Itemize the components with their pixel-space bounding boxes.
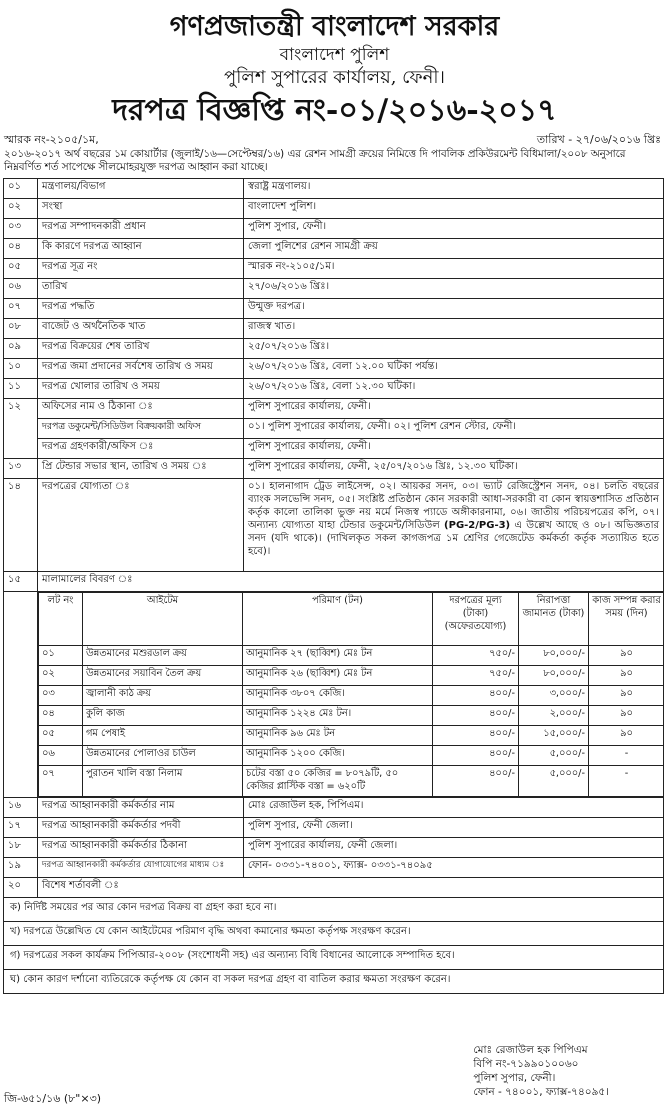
row-number: ০৭ [4, 299, 38, 319]
intro-paragraph: ২০১৬-২০১৭ অর্থ বছরের ১ম কোয়ার্টার (জুলাই/১৬—সেপ্টেম্বর/১৬) এর রেশন সামগ্রী ক্রয়ের নিমিত্তে দি পাবলিক প্রকিউরমেন্ট বিধিমালা/২০০৮ অনুসারে নিম্নবর্ণিত শর্ত সাপেক্ষে সীলমোহরযুক্ত দরপত্র আহ্বান করা যাচ্ছে। [4, 148, 626, 173]
items-table [38, 592, 664, 797]
row-label: তারিখ [38, 279, 244, 299]
row-label: বাজেট ও অর্থনৈতিক খাত [38, 319, 244, 339]
item-name: উন্নতমানের পোলাওর চাউল [83, 746, 243, 766]
item-price: ৪০০/- [433, 766, 519, 797]
item-security: ৮০,০০০/- [519, 666, 589, 686]
item-days: ৯০ [589, 686, 664, 706]
item-security: ১৫,০০০/- [519, 726, 589, 746]
row-value: পুলিশ সুপারের কার্যালয়, ফেনী। [244, 439, 664, 459]
row-value: ফোন- ০৩৩১-৭৪০০১, ফ্যাক্স- ০৩৩১-৭৪০৯৫ [244, 858, 664, 878]
tender-details-table [3, 178, 664, 994]
row-number: ০৪ [4, 239, 38, 259]
item-lot: ০৬ [39, 746, 83, 766]
row-number: ১০ [4, 359, 38, 379]
condition-row [4, 970, 664, 994]
row-value [244, 479, 664, 572]
row-label: দরপত্র পদ্ধতি [38, 299, 244, 319]
publication-code: জি-৬৫১/১৬ (৮"×৩) [4, 1092, 102, 1105]
item-quantity: চটের বস্তা ৫০ কেজির = ৮০৭৯টি, ৫০ কেজির প্লাস্টিক বস্তা = ৬২০টি [243, 766, 433, 797]
condition-text: ক) নির্দিষ্ট সময়ের পর আর কোন দরপত্র বিক্রয় বা গ্রহণ করা হবে না। [4, 898, 664, 922]
row-label: দরপত্র গ্রহণকারী/অফিস ঃ [38, 439, 244, 459]
row-number: ২০ [4, 878, 38, 898]
table-row [4, 459, 664, 479]
item-days: ৯০ [589, 666, 664, 686]
item-row [39, 706, 664, 726]
item-days: - [589, 766, 664, 797]
row-value: ২৭/০৬/২০১৬ খ্রিঃ। [244, 279, 664, 299]
memo-number: স্মারক নং-২১০৫/১ম, [4, 133, 99, 146]
item-name: উন্নতমানের মশুরডাল ক্রয় [83, 646, 243, 666]
row-number: ০১ [4, 179, 38, 199]
row-value: পুলিশ সুপারের কার্যালয়, ফেনী, ২৫/০৭/২০১৬ খ্রিঃ, ১২.৩০ ঘটিকা। [244, 459, 664, 479]
item-name: কুলি কাজ [83, 706, 243, 726]
department-heading: বাংলাদেশ পুলিশ [279, 45, 390, 65]
row-label: বিশেষ শর্তাবলী ঃ [38, 878, 664, 898]
item-row [39, 766, 664, 797]
qualification-form-code: (PG-2/PG-3) [444, 520, 511, 531]
item-row [39, 686, 664, 706]
item-security: ৫,০০০/- [519, 746, 589, 766]
condition-row [4, 898, 664, 922]
signatory-phone: ফোন - ৭৪০০১, ফ্যাক্স-৭৪০৯৫। [473, 1086, 609, 1098]
row-number: ০৫ [4, 259, 38, 279]
table-row [4, 479, 664, 572]
row-label: মন্ত্রণালয়/বিভাগ [38, 179, 244, 199]
item-row [39, 666, 664, 686]
row-number: ১২ [4, 399, 38, 459]
col-header-lot: লট নং [39, 593, 83, 646]
col-header-security: নিরাপত্তা জামানত (টাকা) [519, 593, 589, 646]
row-label: দরপত্র বিক্রয়ের শেষ তারিখ [38, 339, 244, 359]
row-number: ১৮ [4, 838, 38, 858]
row-label: দরপত্র আহ্বানকারী কর্মকর্তার নাম [38, 798, 244, 818]
item-price: ৪০০/- [433, 706, 519, 726]
row-value: স্বরাষ্ট্র মন্ত্রণালয়। [244, 179, 664, 199]
row-value: পুলিশ সুপারের কার্যালয়, ফেনী জেলা। [244, 838, 664, 858]
office-heading: পুলিশ সুপারের কার্যালয়, ফেনী। [224, 67, 445, 88]
table-row [4, 259, 664, 279]
item-name: পুরাতন খালি বস্তা নিলাম [83, 766, 243, 797]
table-row [4, 572, 664, 592]
condition-text: খ) দরপত্রে উল্লেখিত যে কোন আইটেমের পরিমাণ বৃদ্ধি অথবা কমানোর ক্ষমতা কর্তৃপক্ষ সংরক্ষণ করেন। [4, 922, 664, 946]
row-label: দরপত্র আহ্বানকারী কর্মকর্তার যোগাযোগের মাধ্যম ঃ [38, 858, 244, 878]
table-row [4, 419, 664, 439]
qualification-text-end: এ উল্লেখ আছে ও ০৮। অভিজ্ঞতার সনদ (যদি থাকে)। (দাখিলকৃত সকল কাগজপত্র ১ম শ্রেণির গেজেটেড কর্মকর্তা কর্তৃক সত্যায়িত হতে হবে)। [248, 520, 659, 557]
item-price: ৪০০/- [433, 726, 519, 746]
item-security: ৮০,০০০/- [519, 646, 589, 666]
item-days: ৯০ [589, 706, 664, 726]
col-header-qty: পরিমাণ (টন) [243, 593, 433, 646]
table-row [4, 878, 664, 898]
item-price: ৭৫০/- [433, 646, 519, 666]
row-label: সংস্থা [38, 199, 244, 219]
item-price: ৪০০/- [433, 746, 519, 766]
table-row [4, 379, 664, 399]
row-value: পুলিশ সুপারের কার্যালয়, ফেনী। [244, 399, 664, 419]
item-days: ৯০ [589, 646, 664, 666]
row-value: উন্মুক্ত দরপত্র। [244, 299, 664, 319]
table-row [4, 858, 664, 878]
row-value: রাজস্ব খাত। [244, 319, 664, 339]
table-row [4, 319, 664, 339]
item-price: ৭৫০/- [433, 666, 519, 686]
item-lot: ০৭ [39, 766, 83, 797]
item-lot: ০১ [39, 646, 83, 666]
row-label: দরপত্র আহ্বানকারী কর্মকর্তার ঠিকানা [38, 838, 244, 858]
row-number: ১৩ [4, 459, 38, 479]
row-value: বাংলাদেশ পুলিশ। [244, 199, 664, 219]
row-number: ০৩ [4, 219, 38, 239]
row-label: অফিসের নাম ও ঠিকানা ঃ [38, 399, 244, 419]
row-label: কি কারণে দরপত্র আহ্বান [38, 239, 244, 259]
table-row [4, 299, 664, 319]
row-label: মালামালের বিবরণ ঃ [38, 572, 664, 592]
condition-row [4, 922, 664, 946]
row-value: মোঃ রেজাউল হক, পিপিএম। [244, 798, 664, 818]
item-name: উন্নতমানের সয়াবিন তৈল ক্রয় [83, 666, 243, 686]
row-label: দরপত্রের যোগ্যতা ঃ [38, 479, 244, 572]
items-cell [38, 592, 664, 798]
item-quantity: আনুমানিক ১২০০ কেজি। [243, 746, 433, 766]
table-row [4, 279, 664, 299]
row-number: ০২ [4, 199, 38, 219]
row-value: পুলিশ সুপার, ফেনী জেলা। [244, 818, 664, 838]
table-row [4, 439, 664, 459]
item-quantity: আনুমানিক ২৭ (ছাব্বিশ) মেঃ টন [243, 646, 433, 666]
item-days: ৯০ [589, 726, 664, 746]
item-lot: ০৫ [39, 726, 83, 746]
item-lot: ০৩ [39, 686, 83, 706]
item-quantity: আনুমানিক ৯৬ মেঃ টন [243, 726, 433, 746]
notice-date: তারিখ - ২৭/০৬/২০১৬ খ্রিঃ [536, 133, 661, 146]
table-row [4, 359, 664, 379]
items-header-row [39, 593, 664, 646]
row-label: প্রি টেন্ডার সভার স্থান, তারিখ ও সময় ঃ [38, 459, 244, 479]
signatory-name: মোঃ রেজাউল হক পিপিএম [473, 1044, 588, 1056]
table-row [4, 219, 664, 239]
notice-title: দরপত্র বিজ্ঞপ্তি নং-০১/২০১৬-২০১৭ [112, 93, 557, 128]
row-number: ১৫ [4, 572, 38, 592]
table-row [4, 199, 664, 219]
item-lot: ০৪ [39, 706, 83, 726]
item-lot: ০২ [39, 666, 83, 686]
table-row [4, 179, 664, 199]
row-number: ১৭ [4, 818, 38, 838]
row-value: ০১। পুলিশ সুপারের কার্যালয়, ফেনী। ০২। পুলিশ রেশন স্টোর, ফেনী। [244, 419, 664, 439]
row-label: দরপত্র জমা প্রদানের সর্বশেষ তারিখ ও সময় [38, 359, 244, 379]
item-security: ৩,০০০/- [519, 686, 589, 706]
row-label: দরপত্র ডকুমেন্ট/সিডিউল বিক্রয়কারী অফিস [38, 419, 244, 439]
col-header-price: দরপত্রের মূল্য (টাকা) (অফেরতযোগ্য) [433, 593, 519, 646]
table-row [4, 399, 664, 419]
row-label: দরপত্র সম্পাদনকারী প্রধান [38, 219, 244, 239]
row-label: দরপত্র সূত্র নং [38, 259, 244, 279]
row-value: পুলিশ সুপার, ফেনী। [244, 219, 664, 239]
row-value: ২৬/০৭/২০১৬ খ্রিঃ, বেলা ১২.০০ ঘটিকা পর্যন্ত। [244, 359, 664, 379]
table-row [4, 592, 664, 798]
row-number: ১৬ [4, 798, 38, 818]
item-price: ৪০০/- [433, 686, 519, 706]
condition-text: গ) দরপত্রের সকল কার্যক্রম পিপিআর-২০০৮ (সংশোধনী সহ) এর অন্যান্য বিধি বিধানের আলোকে সম্পাদিত হবে। [4, 946, 664, 970]
row-value: জেলা পুলিশের রেশন সামগ্রী ক্রয় [244, 239, 664, 259]
government-heading: গণপ্রজাতন্ত্রী বাংলাদেশ সরকার [169, 11, 500, 42]
signatory-designation: পুলিশ সুপার, ফেনী। [473, 1072, 556, 1084]
signatory-bp-number: বিপি নং-৭১৯৯০১০০৬০ [473, 1058, 579, 1070]
item-security: ৫,০০০/- [519, 766, 589, 797]
row-number: ০৯ [4, 339, 38, 359]
row-value: ২৫/০৭/২০১৬ খ্রিঃ। [244, 339, 664, 359]
item-row [39, 746, 664, 766]
row-label: দরপত্র আহ্বানকারী কর্মকর্তার পদবী [38, 818, 244, 838]
table-row [4, 798, 664, 818]
item-security: ২,০০০/- [519, 706, 589, 726]
row-value: ২৬/০৭/২০১৬ খ্রিঃ, বেলা ১২.৩০ ঘটিকা। [244, 379, 664, 399]
item-quantity: আনুমানিক ২৬ (ছাব্বিশ) মেঃ টন [243, 666, 433, 686]
item-row [39, 726, 664, 746]
row-number: ১৪ [4, 479, 38, 572]
table-row [4, 239, 664, 259]
row-number: ১১ [4, 379, 38, 399]
item-name: জ্বালানী কাঠ ক্রয় [83, 686, 243, 706]
signature-block [473, 1043, 609, 1099]
item-quantity: আনুমানিক ১২২৪ মেঃ টন। [243, 706, 433, 726]
col-header-item: আইটেম [83, 593, 243, 646]
col-header-days: কাজ সম্পন্ন করার সময় (দিন) [589, 593, 664, 646]
item-name: গম পেষাই [83, 726, 243, 746]
item-quantity: আনুমানিক ৩৮০৭ কেজি। [243, 686, 433, 706]
item-days: - [589, 746, 664, 766]
row-number: ০৬ [4, 279, 38, 299]
row-number: ১৯ [4, 858, 38, 878]
row-number: ০৮ [4, 319, 38, 339]
condition-row [4, 946, 664, 970]
qualification-text: ০১। হালনাগাদ ট্রেড লাইসেন্স, ০২। আয়কর সনদ, ০৩। ভ্যাট রেজিস্ট্রেশন সনদ, ০৪। চলতি বছরের ব্যাংক সলভেন্সি সনদ, ০৫। সংশ্লিষ্ট প্রতিষ্ঠান কোন সরকারী আধা-সরকারী বা কোন স্বায়ত্তশাসিত প্রতিষ্ঠান কর্তৃক কালো তালিকা ভুক্ত নয় মর্মে নিজস্ব প্যাডে অঙ্গীকারনামা, ০৬। জাতীয় পরিচয়পত্রের কপি, ০৭। অন্যান্য যোগ্যতা যাহা টেন্ডার ডকুমেন্ট/সিডিউল [248, 481, 659, 531]
table-row [4, 818, 664, 838]
table-row [4, 838, 664, 858]
condition-text: ঘ) কোন কারণ দর্শানো ব্যতিরেকে কর্তৃপক্ষ যে কোন বা সকল দরপত্র গ্রহণ বা বাতিল করার ক্ষমতা সংরক্ষণ করেন। [4, 970, 664, 994]
row-label: দরপত্র খোলার তারিখ ও সময় [38, 379, 244, 399]
item-row [39, 646, 664, 666]
table-row [4, 339, 664, 359]
row-value: স্মারক নং-২১০৫/১ম। [244, 259, 664, 279]
